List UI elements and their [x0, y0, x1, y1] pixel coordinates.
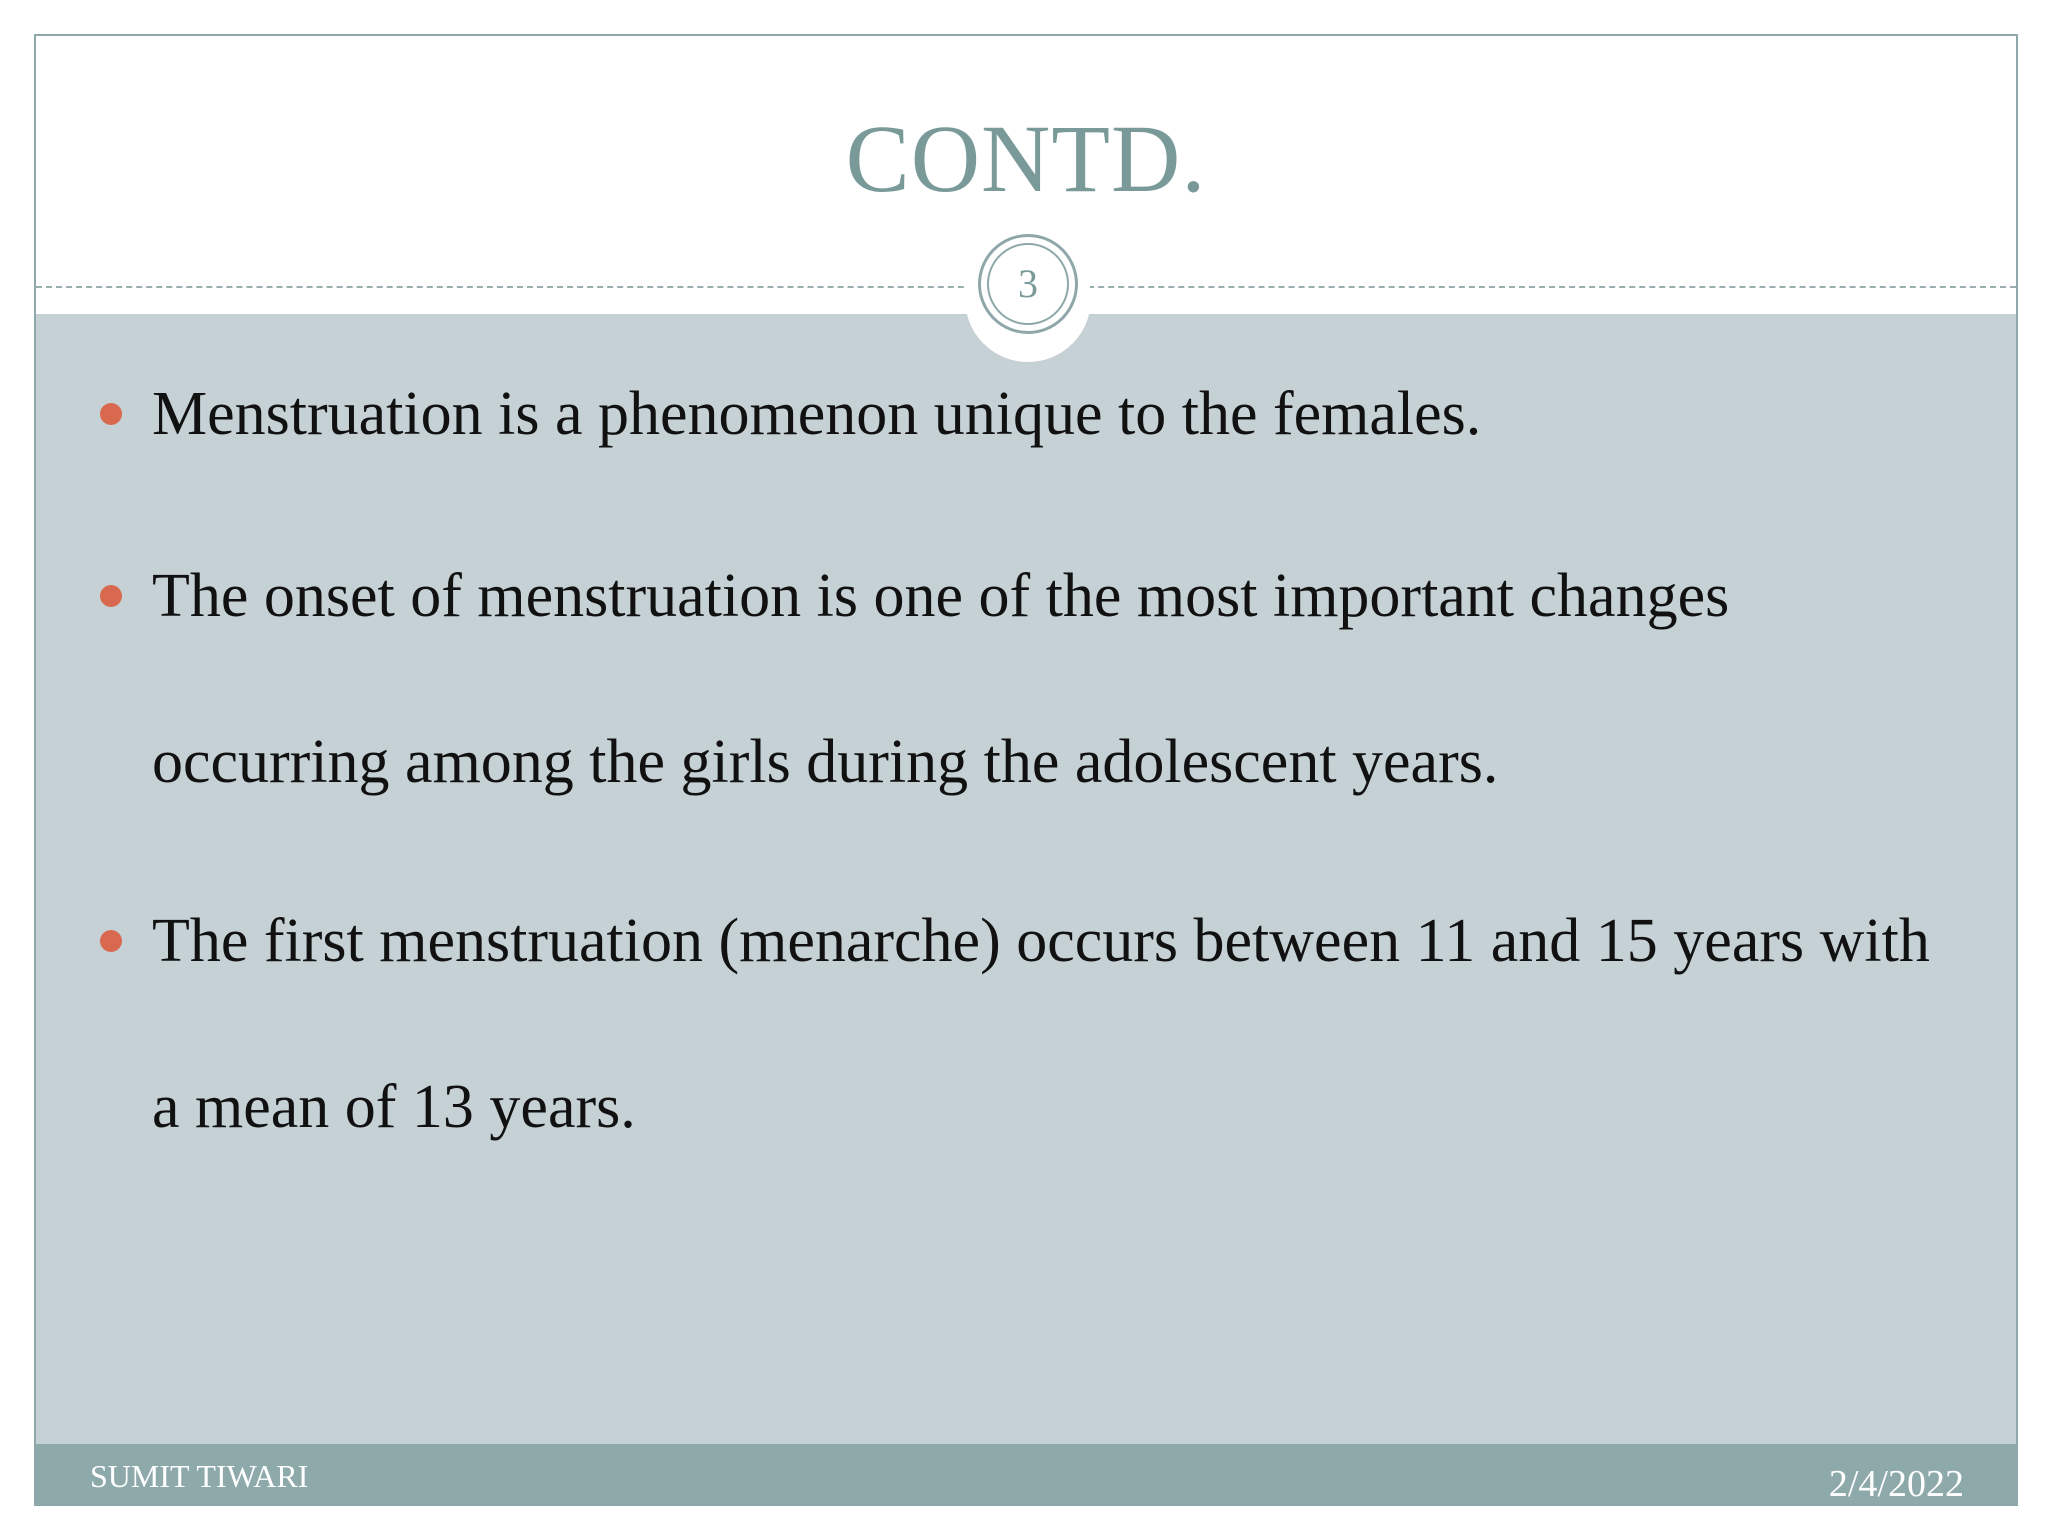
- footer-bar: [36, 1444, 2016, 1506]
- slide-number-badge: [978, 234, 1078, 334]
- bullet-item: [152, 331, 1972, 497]
- slide: [34, 34, 2018, 1506]
- footer-author: SUMIT TIWARI: [90, 1458, 309, 1494]
- bullet-text: The onset of menstruation is one of the most important changes occurring among the girls during the adolescent years.: [152, 562, 1730, 796]
- bullet-marker-icon: [100, 930, 122, 952]
- slide-title: CONTD.: [845, 105, 1207, 212]
- bullet-item: [152, 858, 1972, 1190]
- bullet-marker-icon: [100, 403, 122, 425]
- bullet-text: Menstruation is a phenomenon unique to the females.: [152, 380, 1482, 448]
- bullet-marker-icon: [100, 585, 122, 607]
- bullet-item: [152, 513, 1972, 845]
- footer-date: 2/4/2022: [1828, 1463, 1964, 1505]
- slide-number: 3: [987, 243, 1069, 325]
- bullet-text: The first menstruation (menarche) occurs between 11 and 15 years with a mean of 13 years.: [152, 907, 1930, 1141]
